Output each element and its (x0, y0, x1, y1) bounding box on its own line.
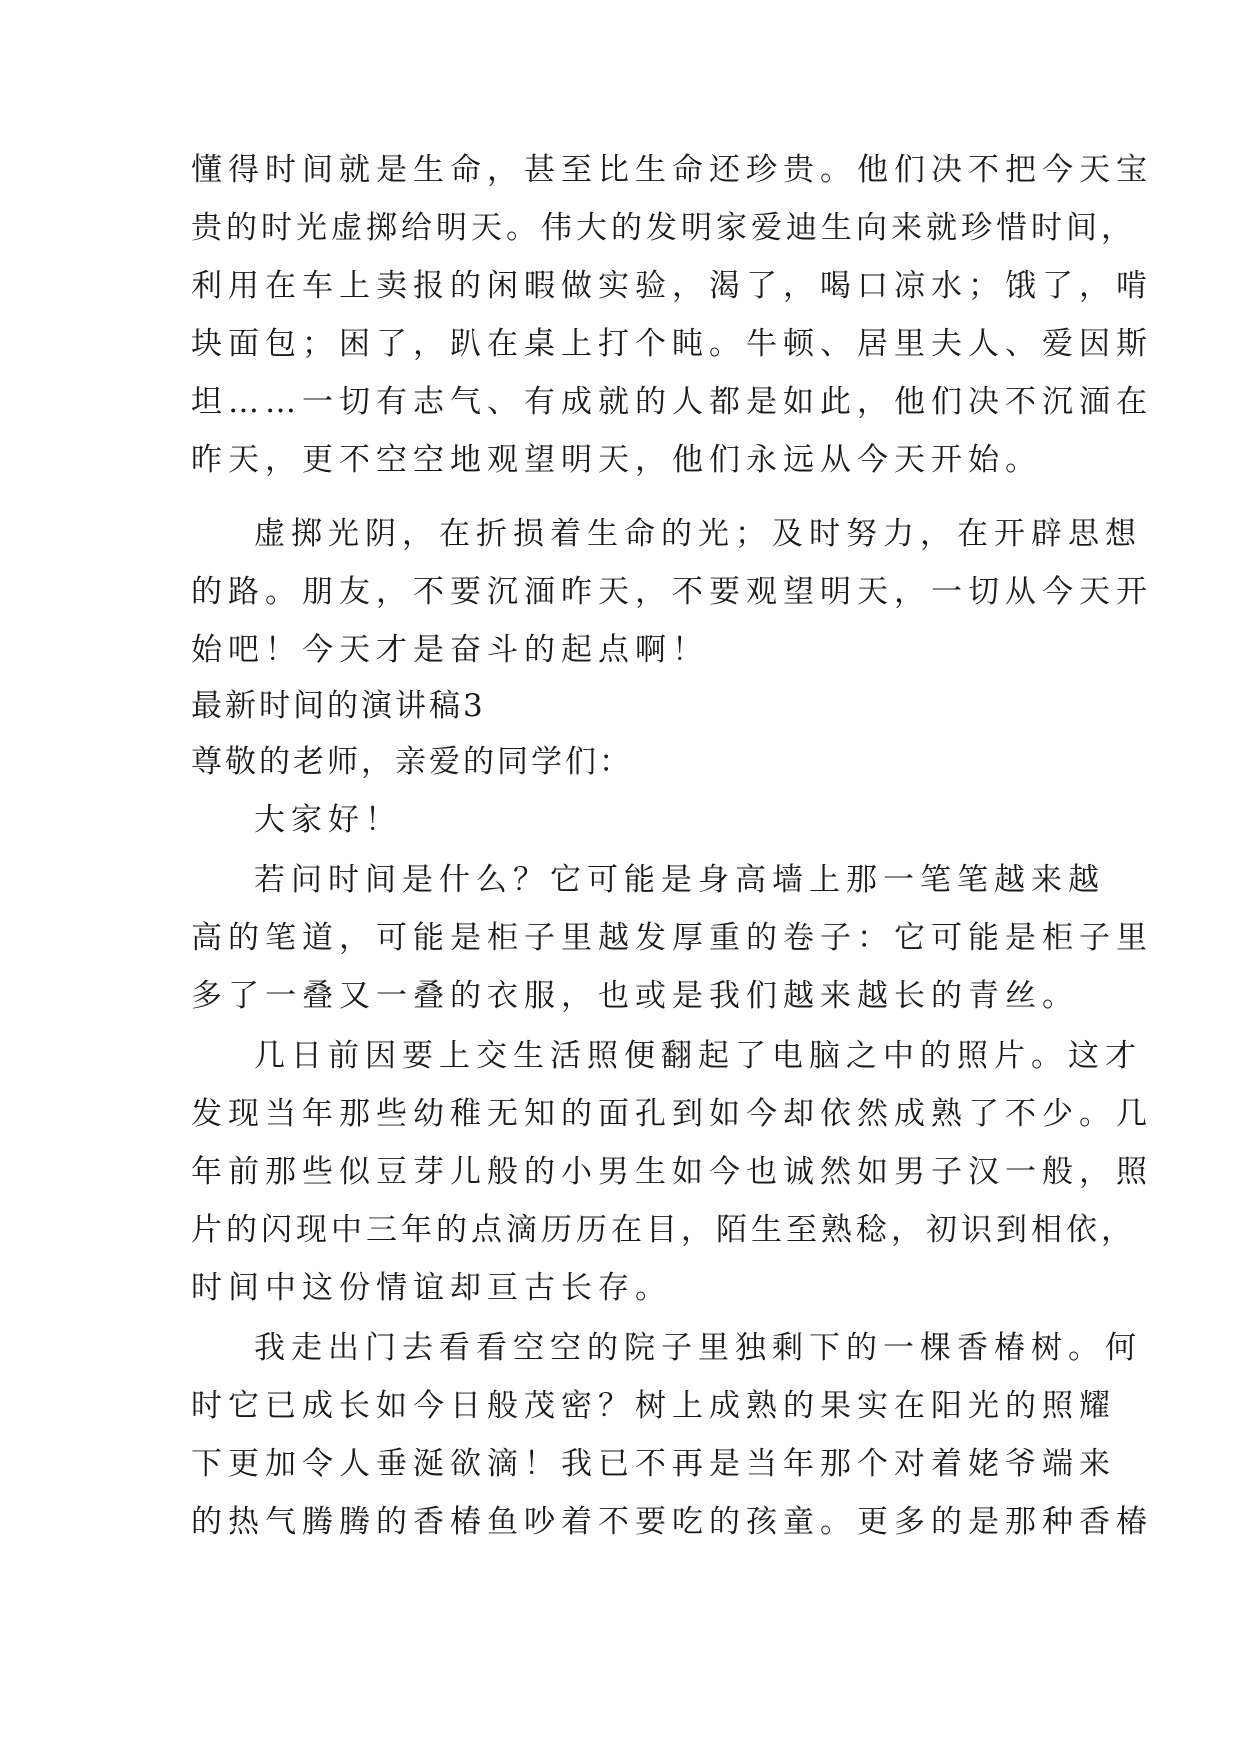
text-line: 利用在车上卖报的闲暇做实验，渴了，喝口凉水；饿了，啃 (191, 268, 1153, 304)
text-line: 坦……一切有志气、有成就的人都是如此，他们决不沉湎在 (191, 384, 1153, 420)
text-line: 的热气腾腾的香椿鱼吵着不要吃的孩童。更多的是那种香椿 (191, 1504, 1153, 1540)
text-line: 昨天，更不空空地观望明天，他们永远从今天开始。 (191, 442, 1042, 478)
section-heading: 最新时间的演讲稿3 (191, 688, 486, 724)
text-line: 片的闪现中三年的点滴历历在目，陌生至熟稔，初识到相依， (191, 1212, 1136, 1248)
text-line: 的路。朋友，不要沉湎昨天，不要观望明天，一切从今天开 (191, 574, 1153, 610)
text-line: 贵的时光虚掷给明天。伟大的发明家爱迪生向来就珍惜时间， (191, 210, 1136, 246)
text-line: 高的笔道，可能是柜子里越发厚重的卷子：它可能是柜子里 (191, 920, 1153, 956)
text-line: 虚掷光阴，在折损着生命的光；及时努力，在开辟思想 (254, 516, 1142, 552)
text-line: 若问时间是什么？它可能是身高墙上那一笔笔越来越 (254, 862, 1105, 898)
text-line: 我走出门去看看空空的院子里独剩下的一棵香椿树。何 (254, 1330, 1142, 1366)
greeting: 大家好！ (254, 802, 402, 838)
text-line: 发现当年那些幼稚无知的面孔到如今却依然成熟了不少。几 (191, 1096, 1153, 1132)
text-line: 下更加令人垂涎欲滴！我已不再是当年那个对着姥爷端来 (191, 1446, 1116, 1482)
text-line: 时间中这份情谊却亘古长存。 (191, 1270, 672, 1306)
text-line: 时它已成长如今日般茂密？树上成熟的果实在阳光的照耀 (191, 1388, 1116, 1424)
text-line: 年前那些似豆芽儿般的小男生如今也诚然如男子汉一般，照 (191, 1154, 1153, 1190)
text-line: 始吧！今天才是奋斗的起点啊！ (191, 632, 709, 668)
text-line: 懂得时间就是生命，甚至比生命还珍贵。他们决不把今天宝 (191, 152, 1153, 188)
text-line: 块面包；困了，趴在桌上打个盹。牛顿、居里夫人、爱因斯 (191, 326, 1153, 362)
salutation: 尊敬的老师，亲爱的同学们： (191, 744, 633, 780)
text-line: 几日前因要上交生活照便翻起了电脑之中的照片。这才 (254, 1038, 1142, 1074)
text-line: 多了一叠又一叠的衣服，也或是我们越来越长的青丝。 (191, 978, 1079, 1014)
